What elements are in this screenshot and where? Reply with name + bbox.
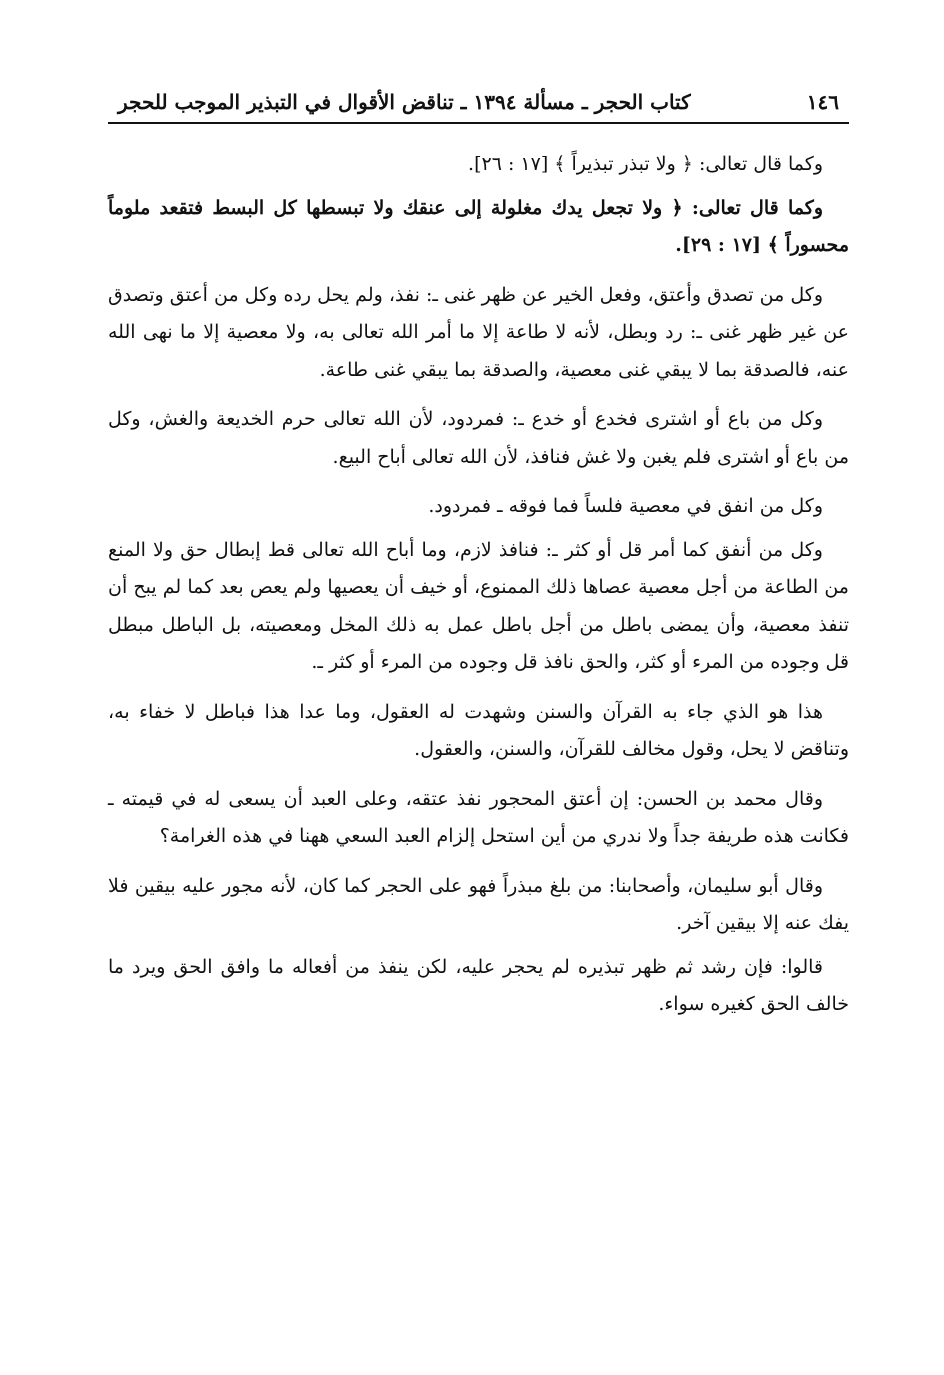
paragraph-abu-sulayman: وقال أبو سليمان، وأصحابنا: من بلغ مبذراً فهو على الحجر كما كان، لأنه مجور عليه بيقين فلا يفك عنه إلا بيقين آخر.	[108, 874, 849, 934]
running-header	[108, 90, 849, 122]
running-title: كتاب الحجر ـ مسألة ١٣٩٤ ـ تناقض الأقوال في التبذير الموجب للحجر	[118, 90, 691, 114]
paragraph-lawful-spending: وكل من أنفق كما أمر قل أو كثر ـ: فنافذ لازم، وما أباح الله تعالى قط إبطال حق ولا المنع من الطاعة من أجل معصية عصاها ذلك الممنوع، أو خيف أن يعصيها ولم يعص بعد كما لم يبح أن تنفذ معصية، وأن يمضى باطل من أجل باطل عمل به ذلك المخل ومعصيته، بل الباطل مبطل قل وجوده من المرء أو كثر، والحق نافذ قل وجوده من المرء أو كثر ـ.	[108, 538, 849, 673]
paragraph-they-said: قالوا: فإن رشد ثم ظهر تبذيره لم يحجر عليه، لكن ينفذ من أفعاله ما وافق الحق ويرد ما خالف الحق كغيره سواء.	[108, 955, 849, 1015]
header-divider	[108, 122, 849, 124]
paragraph-sin-spending: وكل من انفق في معصية فلساً فما فوقه ـ فمردود.	[428, 495, 823, 517]
page-number: ١٤٦	[806, 90, 839, 114]
paragraph-verse-2: وكما قال تعالى: ﴿ ولا تجعل يدك مغلولة إلى عنقك ولا تبسطها كل البسط فتقعد ملوماً محسوراً ﴾ [١٧ : ٢٩].	[108, 196, 849, 256]
paragraph-sale: وكل من باع أو اشترى فخدع أو خدع ـ: فمردود، لأن الله تعالى حرم الخديعة والغش، وكل من باع أو اشترى فلم يغبن ولا غش فنافذ، لأن الله تعالى أباح البيع.	[108, 408, 849, 468]
paragraph-muhammad-ibn-hasan: وقال محمد بن الحسن: إن أعتق المحجور نفذ عتقه، وعلى العبد أن يسعى له في قيمته ـ فكانت هذه طريفة جداً ولا ندري من أين استحل إلزام العبد السعي ههنا في هذه الغرامة؟	[108, 787, 849, 847]
paragraph-conclusion: هذا هو الذي جاء به القرآن والسنن وشهدت له العقول، وما عدا هذا فباطل لا خفاء به، وتناقض لا يحل، وقول مخالف للقرآن، والسنن، والعقول.	[108, 700, 849, 760]
paragraph-charity: وكل من تصدق وأعتق، وفعل الخير عن ظهر غنى ـ: نفذ، ولم يحل رده وكل من أعتق وتصدق عن غير ظهر غنى ـ: رد وبطل، لأنه لا طاعة إلا ما أمر الله تعالى به، ولا معصية إلا ما نهى الله عنه، فالصدقة بما لا يبقي غنى معصية، والصدقة بما يبقي غنى طاعة.	[108, 283, 849, 381]
paragraph-verse-1: وكما قال تعالى: ﴿ ولا تبذر تبذيراً ﴾ [١٧ : ٢٦].	[468, 153, 823, 175]
